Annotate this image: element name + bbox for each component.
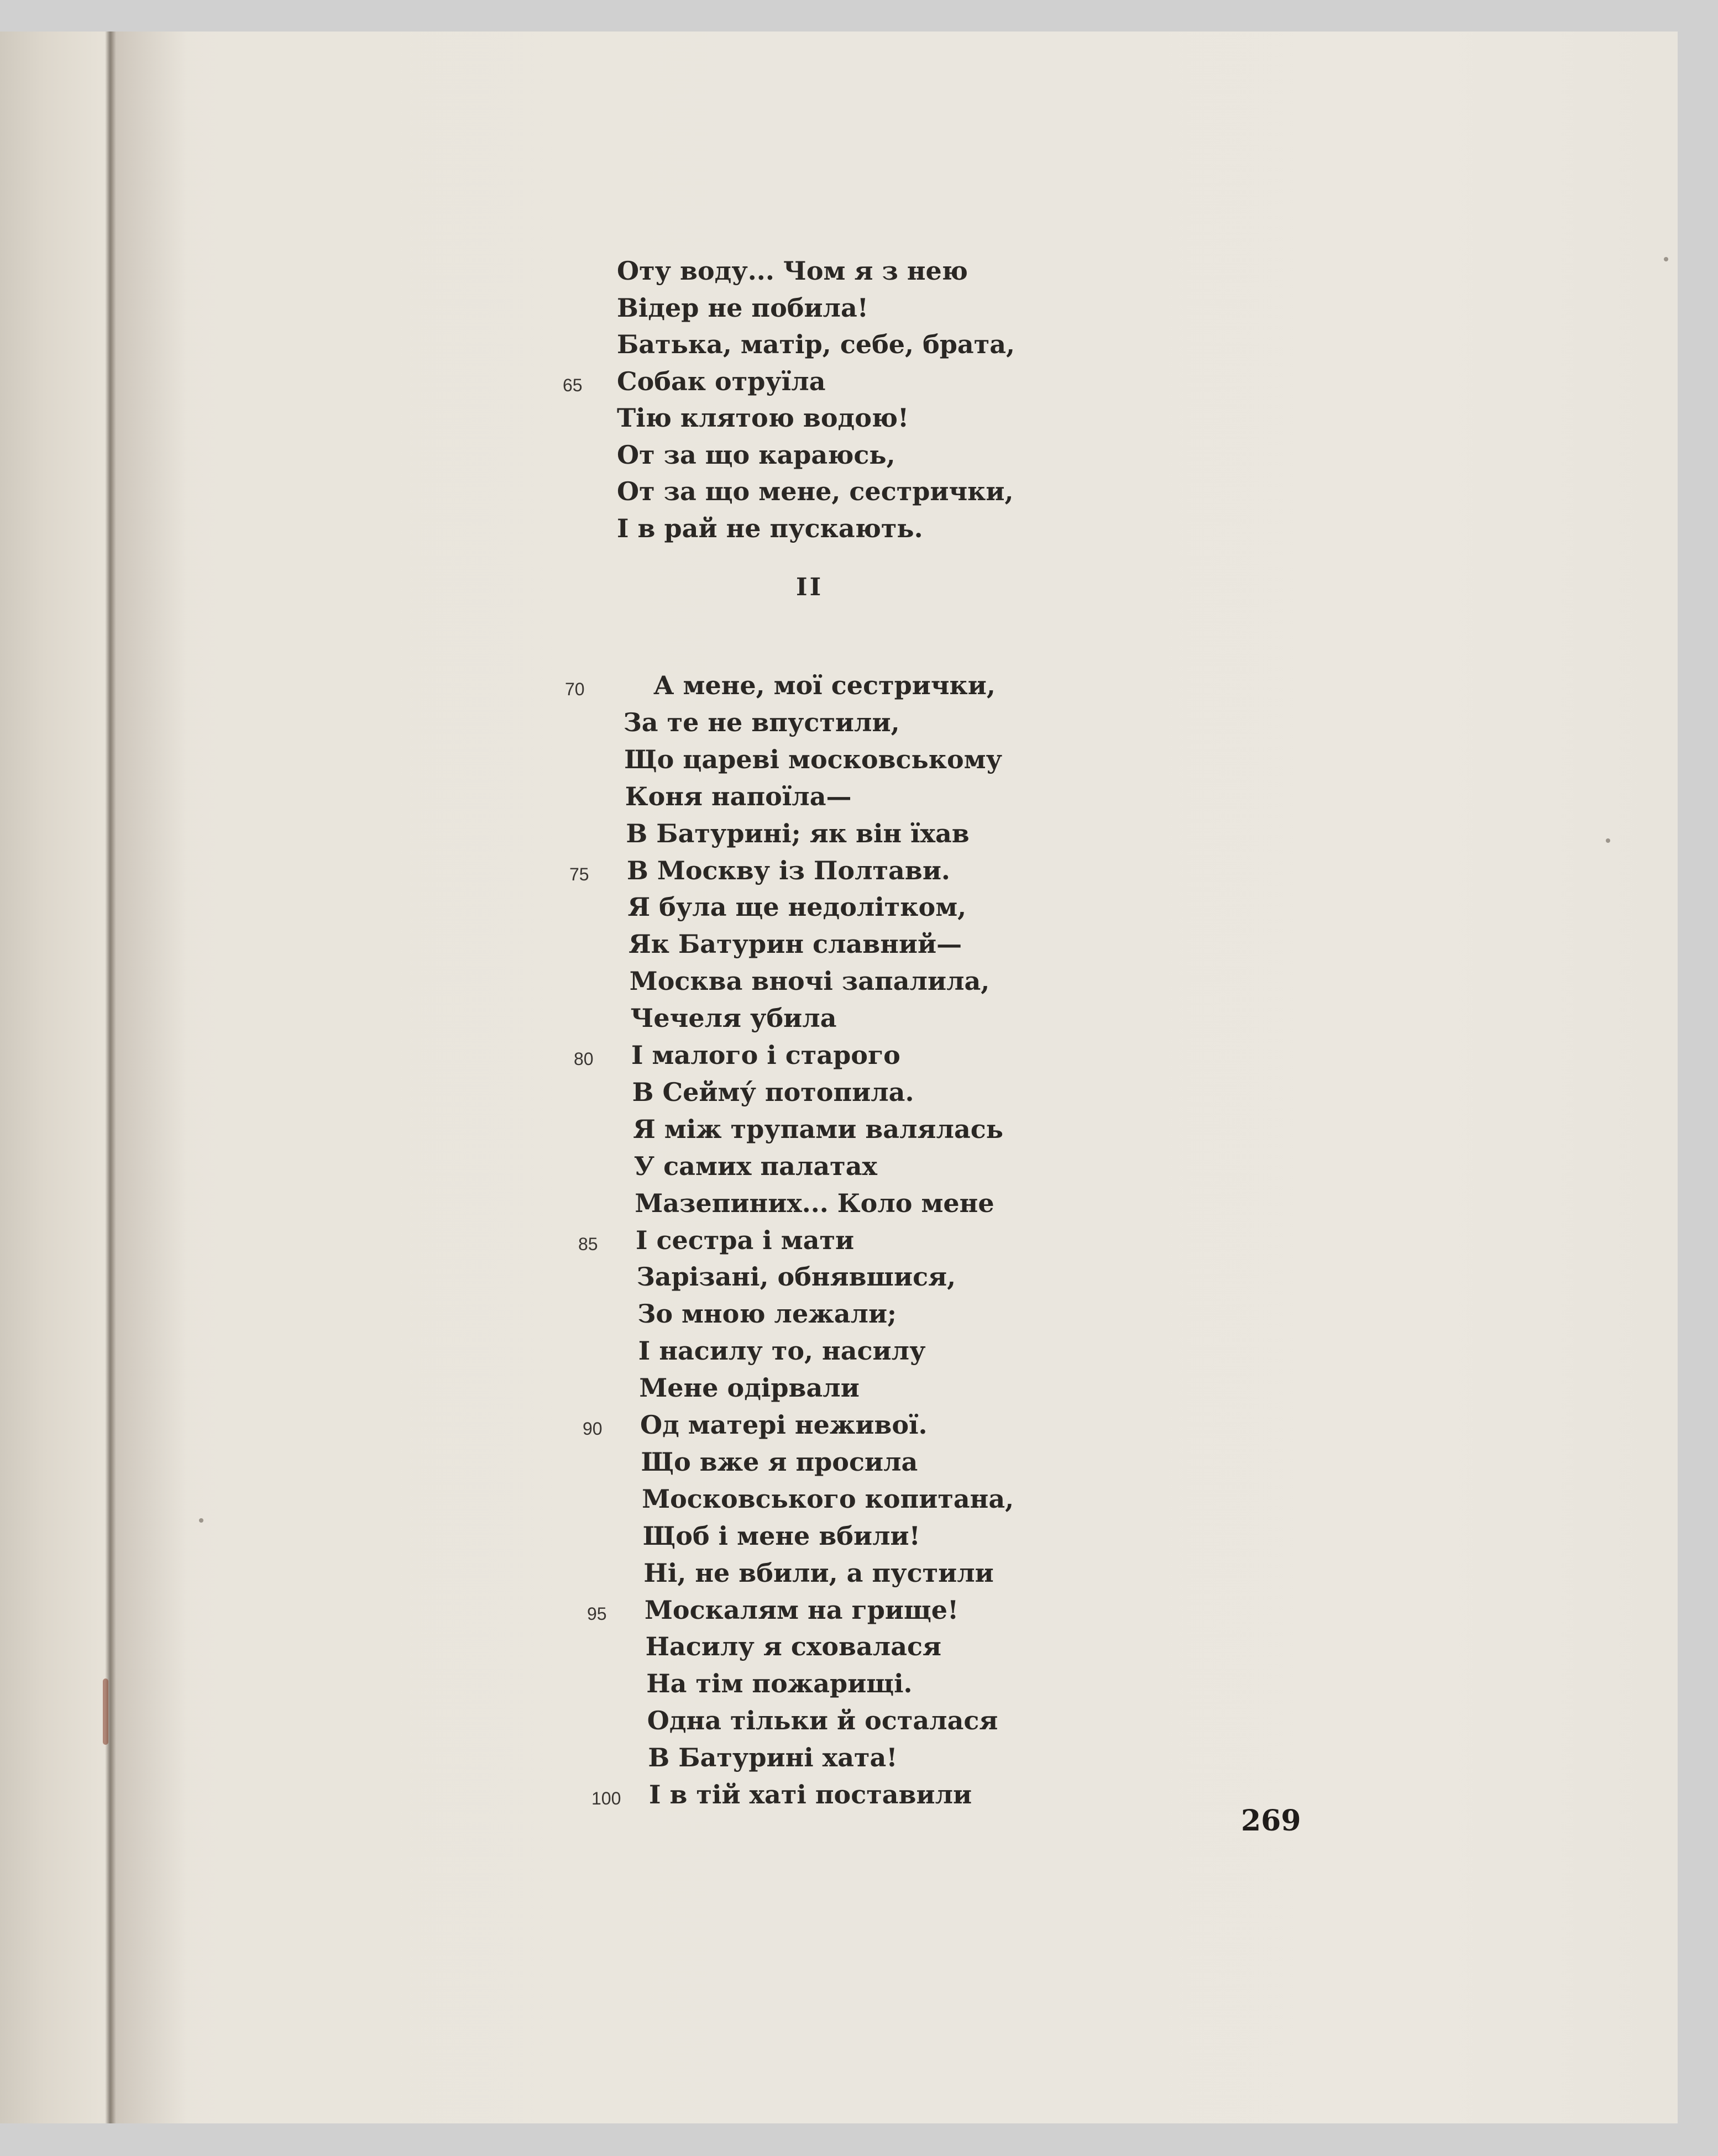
poem-line: В Батурині хата!	[648, 1743, 898, 1773]
poem-line: I в рай не пускають.	[617, 513, 923, 543]
poem-line: Ні, не вбили, а пустили	[643, 1557, 994, 1588]
poem-line: Зо мною лежали;	[637, 1299, 897, 1329]
poem-line: В Москву із Полтави.	[627, 855, 950, 885]
poem-line: Тію клятою водою!	[617, 403, 909, 433]
line-number: 100	[591, 1788, 621, 1808]
poem-line: От за що мене, сестрички,	[617, 476, 1014, 506]
poem-body	[0, 32, 1678, 2123]
poem-line: Я була ще недолітком,	[627, 892, 967, 922]
poem-line: За те не впустили,	[623, 707, 900, 737]
page-number: 269	[1241, 1804, 1301, 1838]
poem-line: Оту воду... Чом я з нею	[617, 256, 968, 286]
line-number: 95	[587, 1603, 607, 1624]
section-heading: II	[796, 573, 824, 601]
poem-line: Що цареві московському	[624, 744, 1003, 774]
poem-line: Московського копитана,	[642, 1483, 1014, 1514]
line-number: 75	[569, 864, 589, 884]
line-number: 85	[578, 1234, 598, 1254]
poem-line: На тім пожарищі.	[646, 1669, 913, 1699]
poem-line: Москва вночі запалила,	[629, 966, 990, 996]
poem-line: I сестра і мати	[636, 1225, 855, 1255]
poem-line: Од матері неживої.	[640, 1410, 928, 1440]
poem-line: Москалям на грище!	[645, 1594, 959, 1625]
poem-line: В Батурині; як він їхав	[626, 818, 970, 848]
poem-line: Що вже я просила	[641, 1446, 918, 1477]
poem-line: Я між трупами валялась	[633, 1114, 1003, 1144]
line-number: 90	[583, 1419, 603, 1439]
poem-line: От за що караюсь,	[617, 439, 895, 470]
poem-line: В Сейму́ потопила.	[632, 1077, 914, 1107]
book-page	[0, 32, 1678, 2123]
poem-line: А мене, мої сестрички,	[653, 670, 996, 700]
poem-line: I насилу то, насилу	[638, 1336, 926, 1366]
poem-line: У самих палатах	[633, 1151, 877, 1181]
poem-line: Батька, матір, себе, брата,	[617, 329, 1015, 359]
poem-line: Мазепиних... Коло мене	[635, 1188, 994, 1218]
poem-line: Зарізані, обнявшися,	[636, 1262, 956, 1292]
poem-line: Мене одірвали	[639, 1373, 860, 1403]
poem-line: Насилу я сховалася	[645, 1632, 941, 1662]
poem-line: I в тій хаті поставили	[649, 1780, 972, 1809]
poem-line: I малого і старого	[631, 1040, 900, 1070]
line-number: 65	[563, 375, 583, 395]
poem-line: Собак отруїла	[617, 366, 826, 396]
line-number: 70	[565, 679, 585, 699]
poem-line: Як Батурин славний—	[628, 929, 962, 959]
poem-line: Чечеля убила	[630, 1003, 837, 1034]
poem-line: Коня напоїла—	[625, 781, 852, 811]
line-number: 80	[574, 1049, 594, 1069]
poem-line: Одна тільки й осталася	[647, 1706, 998, 1736]
poem-line: Відер не побила!	[617, 292, 868, 323]
poem-line: Щоб і мене вбили!	[642, 1520, 920, 1551]
